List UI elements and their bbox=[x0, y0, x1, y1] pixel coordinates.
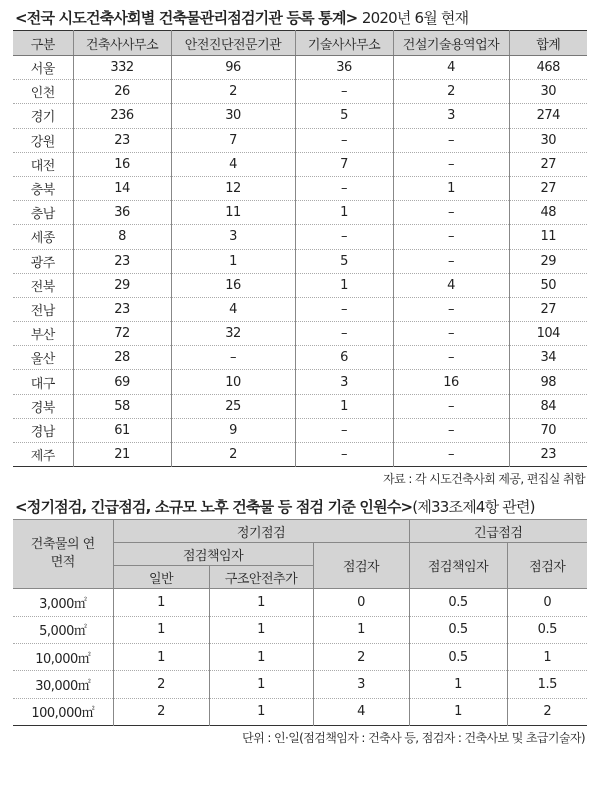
table-row bbox=[13, 104, 587, 128]
table-cell: 10 bbox=[171, 370, 295, 394]
table-cell: 84 bbox=[509, 394, 587, 418]
table-cell: 1 bbox=[409, 698, 507, 725]
table-cell: – bbox=[393, 418, 509, 442]
table-cell: 2 bbox=[113, 698, 209, 725]
row-label-cell: 5,000㎡ bbox=[13, 616, 113, 643]
column-header-architect-office: 건축사사무소 bbox=[73, 31, 171, 56]
table-cell: 11 bbox=[509, 225, 587, 249]
table-cell: 1 bbox=[507, 643, 587, 670]
table-cell: 36 bbox=[73, 201, 171, 225]
table-row bbox=[13, 56, 587, 80]
table-cell: – bbox=[393, 128, 509, 152]
table-row bbox=[13, 322, 587, 346]
column-header-emergency-responsible: 점검책임자 bbox=[409, 543, 507, 589]
table-cell: 69 bbox=[73, 370, 171, 394]
table-cell: 1 bbox=[295, 394, 393, 418]
table-cell: 1 bbox=[393, 176, 509, 200]
table-cell: 2 bbox=[171, 80, 295, 104]
row-label-cell: 강원 bbox=[13, 128, 73, 152]
table-cell: 12 bbox=[171, 176, 295, 200]
table-row bbox=[13, 176, 587, 200]
row-label-cell: 제주 bbox=[30, 449, 55, 465]
table-cell: 4 bbox=[171, 297, 295, 321]
table-cell: 48 bbox=[509, 201, 587, 225]
row-label-cell: 10,000㎡ bbox=[13, 643, 113, 670]
column-header-construction-service: 건설기술용역업자 bbox=[393, 31, 509, 56]
table-cell: 1 bbox=[295, 273, 393, 297]
table-cell: 30 bbox=[171, 104, 295, 128]
table-row bbox=[13, 273, 587, 297]
table-cell: 7 bbox=[295, 152, 393, 176]
unit-note: 단위 : 인·일(점검책임자 : 건축사 등, 점검자 : 건축사보 및 초급기술자) bbox=[242, 731, 585, 746]
table-cell: 236 bbox=[73, 104, 171, 128]
table-cell: 1 bbox=[209, 671, 313, 698]
table-row bbox=[13, 589, 587, 616]
table-row bbox=[13, 671, 587, 698]
column-header-floor-area bbox=[13, 520, 113, 589]
table-cell: 30 bbox=[509, 80, 587, 104]
table-cell: 27 bbox=[509, 176, 587, 200]
table-cell: 98 bbox=[509, 370, 587, 394]
table-cell: 70 bbox=[509, 418, 587, 442]
table-cell: 29 bbox=[509, 249, 587, 273]
table-cell: 3 bbox=[393, 104, 509, 128]
column-header-emergency-inspection: 긴급점검 bbox=[409, 520, 587, 543]
table-cell: 7 bbox=[171, 128, 295, 152]
table-row bbox=[13, 698, 587, 725]
table-cell: 25 bbox=[171, 394, 295, 418]
table-cell: 0.5 bbox=[409, 589, 507, 616]
table-cell: 0.5 bbox=[409, 643, 507, 670]
table-cell: 3 bbox=[313, 671, 409, 698]
table-row bbox=[13, 201, 587, 225]
table-row bbox=[13, 80, 587, 104]
table-cell: – bbox=[393, 297, 509, 321]
inspection-staff-title-suffix: (제33조제4항 관련) bbox=[412, 498, 535, 517]
table-cell: 27 bbox=[509, 297, 587, 321]
table-cell: 11 bbox=[171, 201, 295, 225]
table-cell: 1 bbox=[295, 201, 393, 225]
table-cell: 28 bbox=[73, 346, 171, 370]
table-cell: 23 bbox=[509, 443, 587, 467]
table-cell: – bbox=[295, 322, 393, 346]
table-row bbox=[13, 370, 587, 394]
table-cell: 23 bbox=[73, 128, 171, 152]
table-row bbox=[13, 297, 587, 321]
table-cell: 6 bbox=[295, 346, 393, 370]
table-cell: – bbox=[171, 346, 295, 370]
column-header-regular-inspection: 정기점검 bbox=[113, 520, 409, 543]
table-cell: 27 bbox=[509, 152, 587, 176]
row-label-cell: 경북 bbox=[13, 394, 73, 418]
table-row bbox=[13, 346, 587, 370]
table-cell: 4 bbox=[171, 152, 295, 176]
table-cell: 14 bbox=[73, 176, 171, 200]
table-cell: 1 bbox=[409, 671, 507, 698]
table-cell: 332 bbox=[73, 56, 171, 80]
table-cell: 2 bbox=[171, 443, 295, 467]
table-cell: – bbox=[393, 394, 509, 418]
column-header-inspector: 점검자 bbox=[313, 543, 409, 589]
row-label-cell: 광주 bbox=[13, 249, 73, 273]
row-label-cell: 100,000㎡ bbox=[31, 706, 95, 722]
registration-stats-table bbox=[13, 30, 587, 467]
table-row bbox=[13, 643, 587, 670]
table-cell: 23 bbox=[73, 249, 171, 273]
row-label-cell: 충북 bbox=[13, 176, 73, 200]
inspection-header-row-1 bbox=[13, 520, 587, 543]
table-cell: 274 bbox=[509, 104, 587, 128]
table-cell: 2 bbox=[313, 643, 409, 670]
row-label-cell: 3,000㎡ bbox=[13, 589, 113, 616]
table-cell: 1 bbox=[171, 249, 295, 273]
table-cell: – bbox=[295, 418, 393, 442]
table-cell: 104 bbox=[509, 322, 587, 346]
table-row bbox=[13, 443, 587, 467]
table-cell: – bbox=[295, 80, 393, 104]
column-header-total: 합계 bbox=[509, 31, 587, 56]
table-cell: – bbox=[393, 201, 509, 225]
table-cell: 61 bbox=[73, 418, 171, 442]
column-header-emergency-inspector: 점검자 bbox=[507, 543, 587, 589]
table-cell: – bbox=[393, 152, 509, 176]
table-cell: 1 bbox=[113, 616, 209, 643]
table-row bbox=[13, 249, 587, 273]
column-header-safety-diagnosis: 안전진단전문기관 bbox=[171, 31, 295, 56]
row-label-cell: 대구 bbox=[13, 370, 73, 394]
table-cell: 30 bbox=[509, 128, 587, 152]
table-cell: 58 bbox=[73, 394, 171, 418]
registration-stats-header-row bbox=[13, 31, 587, 56]
table-cell: – bbox=[295, 225, 393, 249]
table-cell: 26 bbox=[73, 80, 171, 104]
table-cell: 4 bbox=[313, 698, 409, 725]
column-header-structural-safety: 구조안전추가 bbox=[209, 566, 313, 589]
table-cell: 9 bbox=[171, 418, 295, 442]
table-cell: 29 bbox=[73, 273, 171, 297]
table-cell: 1 bbox=[209, 698, 313, 725]
registration-stats-title-text: <전국 시도건축사회별 건축물관리점검기관 등록 통계> bbox=[15, 9, 358, 27]
row-label-cell: 충남 bbox=[13, 201, 73, 225]
row-label-cell: 인천 bbox=[13, 80, 73, 104]
row-label-cell: 전북 bbox=[13, 273, 73, 297]
row-label-cell: 울산 bbox=[13, 346, 73, 370]
column-header-engineer-office: 기술사사무소 bbox=[295, 31, 393, 56]
table-cell: – bbox=[295, 297, 393, 321]
table-cell: 16 bbox=[393, 370, 509, 394]
table-cell: 34 bbox=[509, 346, 587, 370]
table-cell: 3 bbox=[295, 370, 393, 394]
table-cell: 0 bbox=[313, 589, 409, 616]
table-row bbox=[13, 152, 587, 176]
inspection-staff-title-text: <정기점검, 긴급점검, 소규모 노후 건축물 등 점검 기준 인원수> bbox=[15, 498, 413, 517]
table-cell: 2 bbox=[113, 671, 209, 698]
row-label-cell: 경남 bbox=[13, 418, 73, 442]
table-cell: – bbox=[393, 225, 509, 249]
table-cell: 21 bbox=[73, 443, 171, 467]
table-cell: 4 bbox=[393, 273, 509, 297]
row-label-cell: 전남 bbox=[13, 297, 73, 321]
inspection-staff-table bbox=[13, 519, 587, 726]
table-cell: 96 bbox=[171, 56, 295, 80]
table-cell: 8 bbox=[73, 225, 171, 249]
column-header-category: 구분 bbox=[13, 31, 73, 56]
table-cell: 4 bbox=[393, 56, 509, 80]
table-cell: 50 bbox=[509, 273, 587, 297]
row-label-cell: 부산 bbox=[13, 322, 73, 346]
inspection-staff-title bbox=[15, 495, 587, 519]
table-cell: 23 bbox=[73, 297, 171, 321]
table-row bbox=[13, 128, 587, 152]
table-cell: 1.5 bbox=[507, 671, 587, 698]
table-cell: – bbox=[393, 443, 509, 467]
table-cell: 1 bbox=[209, 643, 313, 670]
row-label-cell: 경기 bbox=[13, 104, 73, 128]
table-cell: 2 bbox=[507, 698, 587, 725]
table-row bbox=[13, 394, 587, 418]
table-cell: 2 bbox=[393, 80, 509, 104]
column-header-responsible-person: 점검책임자 bbox=[113, 543, 313, 566]
table-row bbox=[13, 616, 587, 643]
table-cell: 468 bbox=[509, 56, 587, 80]
column-header-general: 일반 bbox=[113, 566, 209, 589]
registration-stats-title bbox=[15, 6, 587, 30]
table-cell: 5 bbox=[295, 104, 393, 128]
table-row bbox=[13, 225, 587, 249]
table-cell: – bbox=[295, 443, 393, 467]
row-label-cell: 대전 bbox=[13, 152, 73, 176]
table-cell: 72 bbox=[73, 322, 171, 346]
table-cell: – bbox=[393, 249, 509, 273]
row-label-cell: 세종 bbox=[13, 225, 73, 249]
table-cell: 0.5 bbox=[507, 616, 587, 643]
row-label-cell: 30,000㎡ bbox=[13, 671, 113, 698]
table-cell: – bbox=[295, 176, 393, 200]
row-label-cell: 서울 bbox=[13, 56, 73, 80]
source-note: 자료 : 각 시도건축사회 제공, 편집실 취합 bbox=[383, 472, 585, 487]
table-cell: 1 bbox=[209, 616, 313, 643]
table-cell: 32 bbox=[171, 322, 295, 346]
table-cell: 0 bbox=[507, 589, 587, 616]
table-cell: 36 bbox=[295, 56, 393, 80]
table-cell: 5 bbox=[295, 249, 393, 273]
table-cell: 0.5 bbox=[409, 616, 507, 643]
table-cell: 1 bbox=[113, 643, 209, 670]
inspection-staff-body bbox=[13, 589, 587, 726]
table-cell: 16 bbox=[73, 152, 171, 176]
registration-stats-body bbox=[13, 56, 587, 467]
table-cell: 1 bbox=[209, 589, 313, 616]
floor-area-label: 건축물의 연면적 bbox=[30, 537, 95, 571]
table-cell: 1 bbox=[313, 616, 409, 643]
table-cell: – bbox=[393, 322, 509, 346]
table-cell: – bbox=[393, 346, 509, 370]
table-cell: – bbox=[295, 128, 393, 152]
table-row bbox=[13, 418, 587, 442]
table-cell: 16 bbox=[171, 273, 295, 297]
registration-stats-date: 2020년 6월 현재 bbox=[361, 9, 469, 27]
table-cell: 1 bbox=[113, 589, 209, 616]
table-cell: 3 bbox=[171, 225, 295, 249]
